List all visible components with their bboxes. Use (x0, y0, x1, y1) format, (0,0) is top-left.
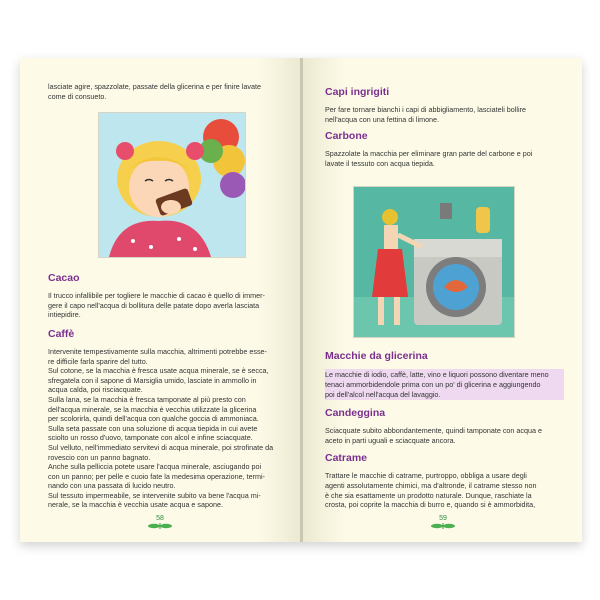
intro-line-2: come di consueto. (48, 91, 107, 101)
candeggina-line-1: Sciacquate subito abbondantemente, quindi tamponate con acqua e (325, 426, 542, 436)
glicerina-line-2: tenaci ammorbidendole prima con un po' di glicerina e aggiungendo (325, 379, 541, 389)
cacao-line-3: intiepidire. (48, 310, 81, 320)
page-number-59: 59 (439, 515, 447, 522)
open-book (20, 58, 582, 542)
section-body-capi-ingrigiti (325, 105, 564, 124)
candeggina-line-2: aceto in parti uguali e sciacquate ancora. (325, 435, 456, 445)
caffe-line-8: per scolorirla, quindi dell'acqua con qualche goccia di ammoniaca. (48, 414, 259, 424)
section-body-catrame (325, 471, 564, 509)
caffe-line-13: Anche sulla pelliccia potete usare l'acqua minerale, asciugando poi (48, 462, 262, 472)
intro-line-1: lasciate agire, spazzolate, passate della glicerina e per finire lavate (48, 82, 261, 91)
section-body-candeggina (325, 426, 564, 445)
caffe-line-15: nando con una passata di lucido neutro. (48, 481, 176, 491)
caffe-line-1: Intervenite tempestivamente sulla macchia, altrimenti potrebbe esse- (48, 346, 267, 356)
left-page (20, 58, 300, 542)
caffe-line-5: acqua calda, poi risciacquate. (48, 385, 143, 395)
page-number-right (413, 515, 473, 530)
section-heading-carbone: Carbone (325, 130, 368, 143)
catrame-line-1: Trattare le macchie di catrame, purtroppo, obbliga a usare degli (325, 471, 527, 481)
catrame-line-4: crosta, poi coprite la macchia di burro e, quando si è ammorbidita, (325, 500, 536, 510)
section-body-caffe (48, 347, 286, 510)
caffe-line-9: Sulla seta passate con una soluzione di acqua tiepida in cui avete (48, 423, 258, 433)
capi-line-1: Per fare tornare bianchi i capi di abbigliamento, lasciateli bollire (325, 105, 526, 114)
section-heading-cacao: Cacao (48, 272, 80, 285)
cacao-line-1: Il trucco infallibile per togliere le macchie di cacao è quello di immer- (48, 291, 265, 301)
glicerina-line-1: Le macchie di iodio, caffè, latte, vino e liquori possono diventare meno (325, 370, 549, 380)
section-heading-candeggina: Candeggina (325, 407, 386, 420)
caffe-line-12: rovescio con un panno bagnato. (48, 452, 151, 462)
catrame-line-2: agenti assolutamente chimici, ma d'altronde, il catrame stesso non (325, 480, 537, 490)
section-heading-caffe: Caffè (48, 327, 75, 340)
caffe-line-17: nerale, se la macchia è vecchia usate acqua e sapone. (48, 500, 224, 510)
section-body-cacao (48, 291, 286, 320)
carbone-line-2: lavate il tessuto con acqua tiepida. (325, 158, 435, 168)
cacao-line-2: gere il capo nell'acqua di bollitura delle patate dopo averla lasciata (48, 300, 260, 310)
caffe-line-11: Sul velluto, nell'immediato servitevi di acqua minerale, poi strofinate da (48, 442, 274, 452)
page-number-58: 58 (156, 515, 164, 522)
caffe-line-2: re difficile farla sparire del tutto. (48, 356, 148, 366)
section-heading-capi-ingrigiti: Capi ingrigiti (325, 86, 390, 98)
glicerina-line-3: poi dell'alcol nell'acqua del lavaggio. (325, 389, 441, 399)
caffe-line-14: con un panno; per pelle e cuoio fate la medesima operazione, termi- (48, 471, 265, 481)
capi-line-2: nell'acqua con una fettina di limone. (325, 114, 440, 124)
caffe-line-7: dell'acqua minerale, se la macchia è vecchia utilizzate la glicerina (48, 404, 257, 414)
caffe-line-6: Sulla lana, se la macchia è fresca tamponate al più presto con (48, 394, 246, 404)
catrame-line-3: è che sia esattamente un prodotto naturale. Dunque, raschiate la (325, 490, 532, 500)
carbone-line-1: Spazzolate la macchia per eliminare gran parte del carbone e poi (325, 149, 533, 159)
leaf-ornament-icon (413, 522, 473, 530)
section-heading-macchie-da-glicerina: Macchie da glicerina (325, 350, 428, 363)
page-number-left (130, 515, 190, 530)
woman-washing-machine-illustration (353, 186, 515, 338)
girl-eating-chocolate-illustration (98, 112, 246, 258)
section-heading-catrame: Catrame (325, 452, 368, 465)
section-body-macchie-da-glicerina (325, 369, 564, 400)
caffe-line-4: sfregatela con il sapone di Marsiglia umido, lasciate in ammollo in (48, 375, 257, 385)
caffe-line-16: Sul tessuto impermeabile, se intervenite subito va bene l'acqua mi- (48, 490, 261, 500)
caffe-line-10: sciolto un rosso d'uovo, tamponate con alcol e infine sciacquate. (48, 433, 253, 443)
right-page (303, 58, 582, 542)
leaf-ornament-icon (130, 522, 190, 530)
section-body-carbone (325, 149, 564, 168)
caffe-line-3: Sul cotone, se la macchia è fresca usate acqua minerale, se è secca, (48, 366, 269, 376)
